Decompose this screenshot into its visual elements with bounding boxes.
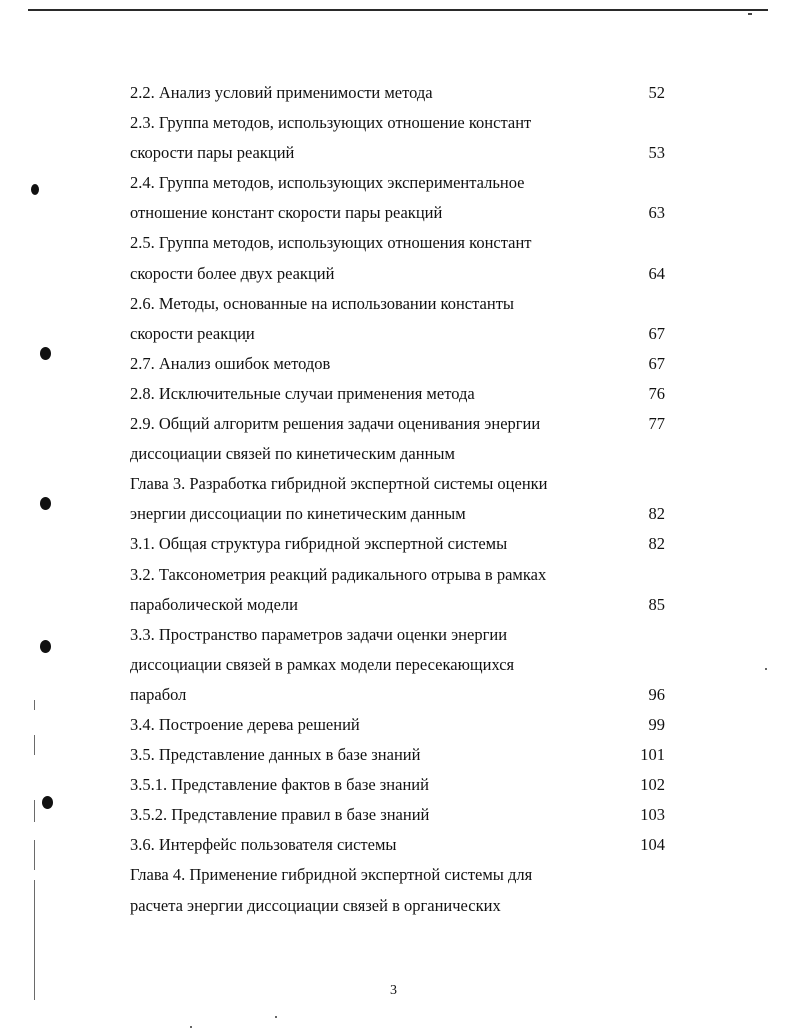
toc-entry: [130, 138, 665, 168]
toc-entry-title: 2.8. Исключительные случаи применения метода: [130, 383, 475, 403]
binder-edge: [34, 880, 35, 1000]
toc-entry-page: 101: [640, 745, 665, 765]
toc-entry-title: 3.4. Построение дерева решений: [130, 714, 360, 734]
scan-speck: [275, 1016, 277, 1018]
toc-entry-title: 3.3. Пространство параметров задачи оценки энергии: [130, 624, 508, 644]
toc-entry-page: 64: [648, 263, 665, 283]
toc-entry: [130, 469, 665, 499]
toc-entry-title: отношение констант скорости пары реакций: [130, 203, 443, 223]
toc-entry: [130, 770, 665, 800]
toc-entry: [130, 409, 665, 439]
toc-entry-page: 102: [640, 775, 665, 795]
toc-entry: [130, 740, 665, 770]
toc-entry: [130, 198, 665, 228]
toc-entry: [130, 228, 665, 258]
toc-entry: [130, 289, 665, 319]
toc-entry: [130, 168, 665, 198]
binder-hole: [40, 347, 51, 360]
toc-entry: [130, 349, 665, 379]
toc-entry: [130, 680, 665, 710]
toc-entry: [130, 379, 665, 409]
toc-entry-page: 76: [648, 383, 665, 403]
scan-mark: [748, 13, 752, 15]
toc-entry-title: 3.5.2. Представление правил в базе знаний: [130, 805, 430, 825]
toc-entry-title: 2.4. Группа методов, использующих экспериментальное: [130, 173, 525, 193]
toc-entry: [130, 650, 665, 680]
toc-entry: [130, 439, 665, 469]
toc-entry: [130, 499, 665, 529]
toc-entry-title: 2.7. Анализ ошибок методов: [130, 353, 331, 373]
toc-entry: [130, 108, 665, 138]
toc-entry-title: 2.5. Группа методов, использующих отношения констант: [130, 233, 532, 253]
binder-hole: [40, 497, 51, 510]
toc-entry-title: диссоциации связей в рамках модели пересекающихся: [130, 654, 515, 674]
toc-entry-title: 2.3. Группа методов, использующих отношение констант: [130, 113, 532, 133]
binder-hole: [40, 640, 51, 653]
binder-hole: [31, 184, 39, 195]
toc-entry: [130, 860, 665, 890]
toc-entry-title: Глава 4. Применение гибридной экспертной системы для: [130, 865, 533, 885]
toc-entry: [130, 710, 665, 740]
toc-entry-page: 77: [648, 414, 665, 434]
scan-speck: [190, 1026, 192, 1028]
binder-hole: [42, 796, 53, 809]
toc-entry: [130, 78, 665, 108]
toc-entry-page: 67: [648, 353, 665, 373]
toc-entry-page: 67: [648, 323, 665, 343]
binder-edge: [34, 800, 35, 822]
toc-entry-page: 103: [640, 805, 665, 825]
toc-entry-title: парабол: [130, 684, 187, 704]
toc-entry-page: 82: [648, 534, 665, 554]
scan-speck: [765, 668, 767, 670]
toc-entry-title: скорости более двух реакций: [130, 263, 335, 283]
toc-entry-title: параболической модели: [130, 594, 298, 614]
toc-entry: [130, 590, 665, 620]
toc-entry: [130, 560, 665, 590]
toc-entry: [130, 800, 665, 830]
toc-entry-page: 96: [648, 684, 665, 704]
toc-entry: [130, 830, 665, 860]
toc-entry: [130, 620, 665, 650]
toc-entry-page: 53: [648, 143, 665, 163]
toc-entry-title: энергии диссоциации по кинетическим данным: [130, 504, 466, 524]
toc-entry: [130, 891, 665, 921]
toc-entry-title: 2.2. Анализ условий применимости метода: [130, 83, 433, 102]
binder-edge: [34, 735, 35, 755]
toc-entry-title: Глава 3. Разработка гибридной экспертной системы оценки: [130, 474, 548, 494]
toc-entry-title: 3.5.1. Представление фактов в базе знаний: [130, 775, 429, 795]
toc-entry-title: скорости реакции: [130, 323, 255, 343]
toc-entry-page: 82: [648, 504, 665, 524]
binder-edge: [34, 840, 35, 870]
toc-entry-title: 2.9. Общий алгоритм решения задачи оценивания энергии: [130, 414, 541, 434]
toc-entry-title: 3.2. Таксонометрия реакций радикального отрыва в рамках: [130, 564, 547, 584]
toc-entry-title: 2.6. Методы, основанные на использовании константы: [130, 293, 514, 313]
toc-entry: [130, 259, 665, 289]
toc-entry-title: 3.5. Представление данных в базе знаний: [130, 745, 421, 765]
page-number: 3: [390, 983, 397, 998]
binder-edge: [34, 700, 35, 710]
toc-entry-page: 104: [640, 835, 665, 855]
toc-entry-title: скорости пары реакций: [130, 143, 295, 163]
toc-entry-page: 85: [648, 594, 665, 614]
toc-entry-title: 3.1. Общая структура гибридной экспертной системы: [130, 534, 508, 554]
toc-entry: [130, 529, 665, 559]
toc-entry-title: 3.6. Интерфейс пользователя системы: [130, 835, 397, 855]
top-rule: [28, 9, 768, 11]
toc-entry-page: 99: [648, 714, 665, 734]
toc-entry-page: 63: [648, 203, 665, 223]
toc-entry-title: расчета энергии диссоциации связей в органических: [130, 895, 501, 915]
toc-entry: [130, 319, 665, 349]
table-of-contents: [130, 78, 665, 921]
toc-entry-page: 52: [648, 83, 665, 102]
toc-entry-title: диссоциации связей по кинетическим данным: [130, 444, 455, 464]
